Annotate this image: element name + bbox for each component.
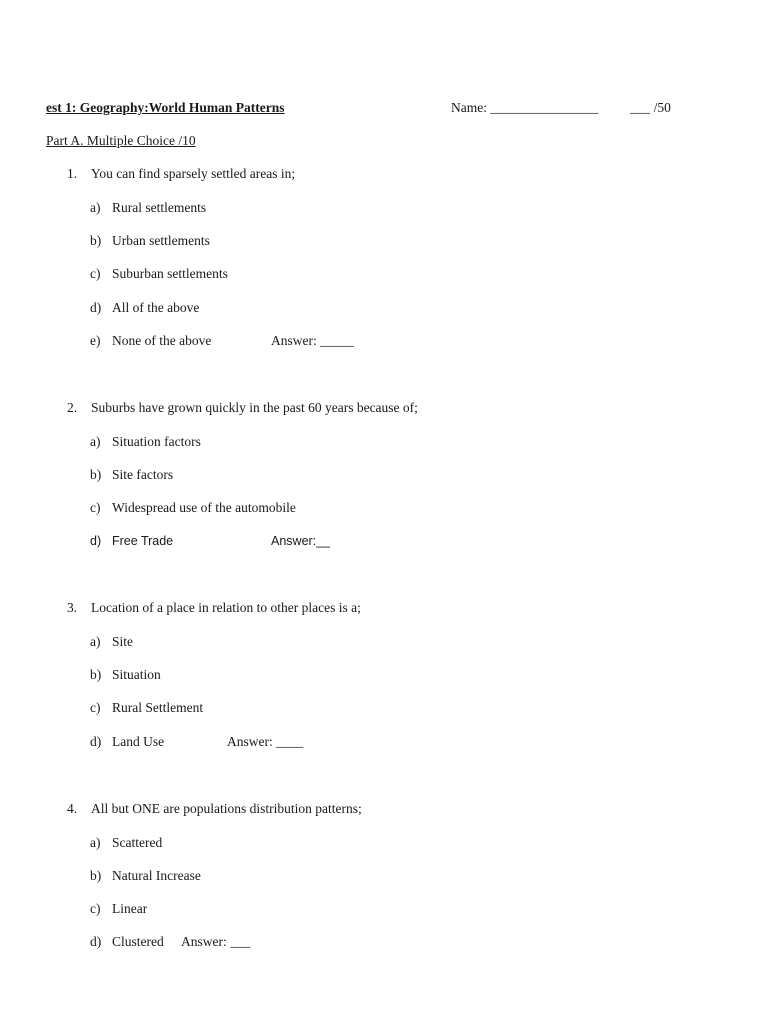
question-number: 2. (67, 400, 78, 415)
score-field: ___ /50 (630, 100, 671, 115)
option-4a[interactable]: a) Scattered (90, 835, 163, 850)
option-2a[interactable]: a) Situation factors (90, 434, 201, 449)
option-3b[interactable]: b) Situation (90, 667, 161, 682)
question-1 (67, 166, 295, 182)
question-2 (67, 400, 418, 416)
part-a-heading: Part A. Multiple Choice /10 (46, 133, 196, 148)
question-number: 4. (67, 801, 78, 816)
question-text: You can find sparsely settled areas in; (91, 166, 296, 181)
question-text: All but ONE are populations distribution patterns; (91, 801, 362, 816)
option-1b[interactable]: b) Urban settlements (90, 233, 210, 248)
question-text: Suburbs have grown quickly in the past 60 years because of; (91, 400, 418, 415)
question-number: 3. (67, 600, 78, 615)
option-1c[interactable]: c) Suburban settlements (90, 266, 228, 281)
answer-2[interactable]: Answer:__ (271, 534, 331, 548)
option-3a[interactable]: a) Site (90, 634, 134, 649)
answer-4[interactable]: Answer: ___ (181, 934, 251, 949)
option-1a[interactable]: a) Rural settlements (90, 200, 207, 215)
option-2b[interactable]: b) Site factors (90, 467, 174, 482)
question-3 (67, 600, 361, 616)
question-number: 1. (67, 166, 78, 181)
option-2d[interactable]: d) Free Trade (90, 534, 174, 548)
page-title: est 1: Geography:World Human Patterns (46, 100, 285, 115)
option-1d[interactable]: d) All of the above (90, 300, 200, 315)
option-2c[interactable]: c) Widespread use of the automobile (90, 500, 296, 515)
answer-1[interactable]: Answer: _____ (271, 333, 354, 348)
answer-3[interactable]: Answer: ____ (227, 734, 304, 749)
question-4 (67, 801, 362, 817)
option-3d[interactable]: d) Land Use (90, 734, 165, 749)
option-3c[interactable]: c) Rural Settlement (90, 700, 204, 715)
question-text: Location of a place in relation to other places is a; (91, 600, 361, 615)
option-4c[interactable]: c) Linear (90, 901, 148, 916)
name-field[interactable]: Name: ________________ (451, 100, 599, 115)
option-4d[interactable]: d) Clustered (90, 934, 164, 949)
option-1e[interactable]: e) None of the above (90, 333, 212, 348)
option-4b[interactable]: b) Natural Increase (90, 868, 201, 883)
